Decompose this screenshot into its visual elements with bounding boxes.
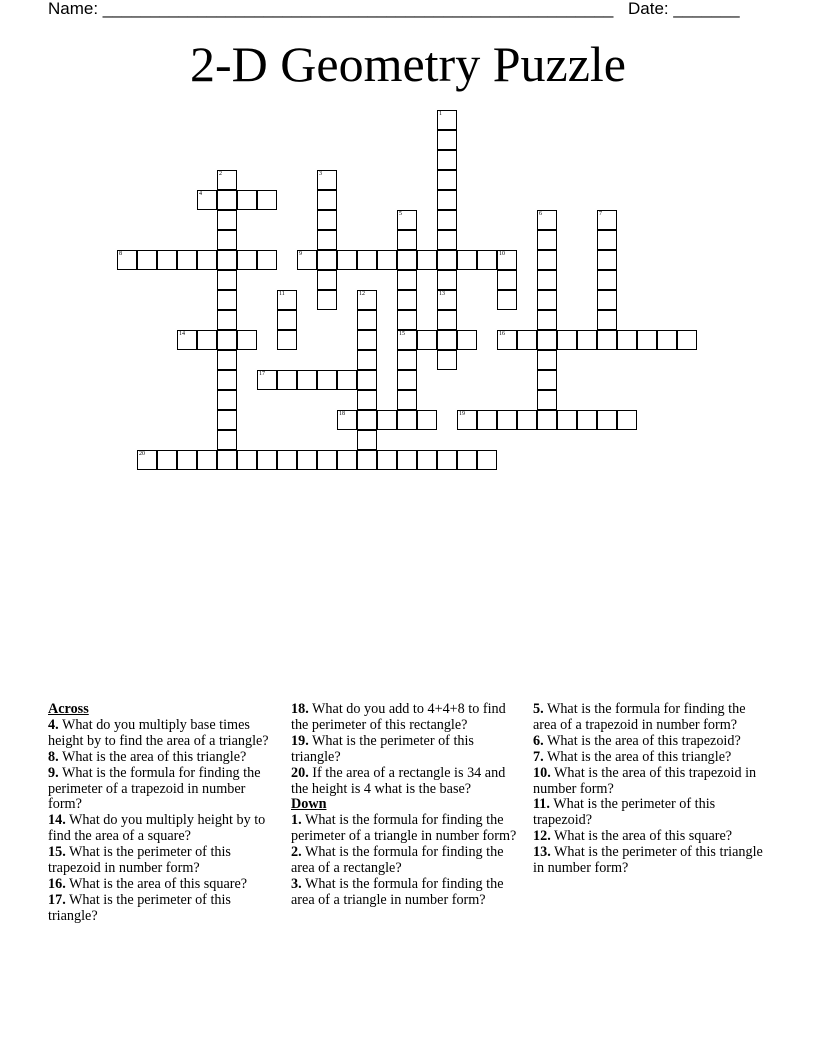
crossword-cell[interactable] xyxy=(397,210,417,230)
crossword-cell[interactable] xyxy=(317,190,337,210)
crossword-cell[interactable] xyxy=(277,370,297,390)
clue-across-14: 14. What do you multiply height by to find the area of a square? xyxy=(48,812,266,845)
cell-number: 4 xyxy=(199,191,202,197)
crossword-cell[interactable] xyxy=(217,250,237,270)
crossword-cell[interactable] xyxy=(417,330,437,350)
crossword-cell[interactable] xyxy=(217,430,237,450)
crossword-cell[interactable] xyxy=(497,250,517,270)
crossword-cell[interactable] xyxy=(237,450,257,470)
crossword-cell[interactable] xyxy=(397,410,417,430)
crossword-cell[interactable] xyxy=(337,410,357,430)
crossword-cell[interactable] xyxy=(437,250,457,270)
crossword-cell[interactable] xyxy=(317,170,337,190)
crossword-cell[interactable] xyxy=(457,450,477,470)
crossword-cell[interactable] xyxy=(517,410,537,430)
crossword-cell[interactable] xyxy=(357,370,377,390)
crossword-cell[interactable] xyxy=(217,170,237,190)
clue-across-18: 18. What do you add to 4+4+8 to find the perimeter of this rectangle? xyxy=(291,701,506,733)
clue-across-9: 9. What is the formula for finding the perimeter of a trapezoid in number form? xyxy=(48,764,261,813)
crossword-cell[interactable] xyxy=(477,250,497,270)
crossword-cell[interactable] xyxy=(537,410,557,430)
crossword-cell[interactable] xyxy=(157,450,177,470)
cell-number: 3 xyxy=(319,171,322,177)
crossword-cell[interactable] xyxy=(537,390,557,410)
crossword-cell[interactable] xyxy=(197,250,217,270)
clue-down-3: 3. What is the formula for finding the area of a triangle in number form? xyxy=(291,875,504,908)
crossword-cell[interactable] xyxy=(337,250,357,270)
crossword-cell[interactable] xyxy=(397,290,417,310)
across-heading: Across xyxy=(48,701,89,717)
crossword-cell[interactable] xyxy=(217,190,237,210)
clue-across-19: 19. What is the perimeter of this triangle? xyxy=(291,732,474,765)
crossword-cell[interactable] xyxy=(177,450,197,470)
cell-number: 13 xyxy=(439,291,445,297)
crossword-cell[interactable] xyxy=(537,350,557,370)
crossword-cell[interactable] xyxy=(417,410,437,430)
crossword-cell[interactable] xyxy=(437,150,457,170)
crossword-cell[interactable] xyxy=(437,270,457,290)
crossword-cell[interactable] xyxy=(357,310,377,330)
crossword-cell[interactable] xyxy=(317,290,337,310)
crossword-cell[interactable] xyxy=(537,330,557,350)
crossword-cell[interactable] xyxy=(197,190,217,210)
crossword-cell[interactable] xyxy=(537,270,557,290)
cell-number: 5 xyxy=(399,211,402,217)
crossword-cell[interactable] xyxy=(437,130,457,150)
crossword-cell[interactable] xyxy=(217,230,237,250)
clue-down-7: 7. What is the area of this triangle? xyxy=(533,748,732,765)
crossword-cell[interactable] xyxy=(277,310,297,330)
crossword-cell[interactable] xyxy=(477,410,497,430)
crossword-cell[interactable] xyxy=(217,410,237,430)
crossword-cell[interactable] xyxy=(597,210,617,230)
crossword-cell[interactable] xyxy=(217,310,237,330)
crossword-cell[interactable] xyxy=(597,290,617,310)
crossword-cell[interactable] xyxy=(397,250,417,270)
crossword-cell[interactable] xyxy=(437,450,457,470)
crossword-cell[interactable] xyxy=(317,210,337,230)
crossword-cell[interactable] xyxy=(257,250,277,270)
cell-number: 12 xyxy=(359,291,365,297)
crossword-cell[interactable] xyxy=(277,330,297,350)
crossword-cell[interactable] xyxy=(397,230,417,250)
crossword-cell[interactable] xyxy=(437,170,457,190)
clue-down-6: 6. What is the area of this trapezoid? xyxy=(533,732,741,749)
clue-down-13: 13. What is the perimeter of this triangle in number form? xyxy=(533,844,763,877)
crossword-cell[interactable] xyxy=(217,270,237,290)
crossword-cell[interactable] xyxy=(417,450,437,470)
clue-down-5: 5. What is the formula for finding the area of a trapezoid in number form? xyxy=(533,701,746,733)
crossword-cell[interactable] xyxy=(577,410,597,430)
crossword-cell[interactable] xyxy=(217,210,237,230)
crossword-cell[interactable] xyxy=(657,330,677,350)
crossword-cell[interactable] xyxy=(317,230,337,250)
crossword-cell[interactable] xyxy=(317,450,337,470)
clue-down-1: 1. What is the formula for finding the perimeter of a triangle in number form? xyxy=(291,812,517,845)
name-field-label: Name: ______________________________________________________ xyxy=(48,0,614,18)
crossword-cell[interactable] xyxy=(517,330,537,350)
crossword-cell[interactable] xyxy=(257,370,277,390)
crossword-cell[interactable] xyxy=(397,370,417,390)
crossword-cell[interactable] xyxy=(217,330,237,350)
crossword-cell[interactable] xyxy=(437,230,457,250)
crossword-cell[interactable] xyxy=(137,450,157,470)
crossword-cell[interactable] xyxy=(537,290,557,310)
cell-number: 10 xyxy=(499,251,505,257)
crossword-cell[interactable] xyxy=(257,450,277,470)
crossword-cell[interactable] xyxy=(397,310,417,330)
crossword-cell[interactable] xyxy=(357,330,377,350)
crossword-cell[interactable] xyxy=(157,250,177,270)
crossword-cell[interactable] xyxy=(597,410,617,430)
crossword-cell[interactable] xyxy=(237,250,257,270)
crossword-cell[interactable] xyxy=(317,370,337,390)
crossword-cell[interactable] xyxy=(377,450,397,470)
clue-down-2: 2. What is the formula for finding the area of a rectangle? xyxy=(291,844,504,877)
crossword-cell[interactable] xyxy=(497,410,517,430)
crossword-cell[interactable] xyxy=(397,390,417,410)
crossword-cell[interactable] xyxy=(297,250,317,270)
crossword-cell[interactable] xyxy=(277,290,297,310)
clue-down-11: 11. What is the perimeter of this trapezoid? xyxy=(533,796,716,829)
date-field-label: Date: _______ xyxy=(628,0,740,18)
clue-column-1 xyxy=(48,702,280,925)
crossword-cell[interactable] xyxy=(217,450,237,470)
crossword-cell[interactable] xyxy=(117,250,137,270)
crossword-cell[interactable] xyxy=(397,330,417,350)
crossword-cell[interactable] xyxy=(217,370,237,390)
crossword-cell[interactable] xyxy=(317,250,337,270)
crossword-cell[interactable] xyxy=(377,410,397,430)
crossword-cell[interactable] xyxy=(437,290,457,310)
crossword-cell[interactable] xyxy=(237,190,257,210)
crossword-cell[interactable] xyxy=(417,250,437,270)
crossword-cell[interactable] xyxy=(617,330,637,350)
clue-column-2 xyxy=(291,702,523,909)
cell-number: 17 xyxy=(259,371,265,377)
crossword-cell[interactable] xyxy=(317,270,337,290)
cell-number: 6 xyxy=(539,211,542,217)
crossword-cell[interactable] xyxy=(497,290,517,310)
crossword-cell[interactable] xyxy=(377,250,397,270)
crossword-cell[interactable] xyxy=(277,450,297,470)
page-title: 2-D Geometry Puzzle xyxy=(190,36,626,92)
crossword-cell[interactable] xyxy=(237,330,257,350)
crossword-cell[interactable] xyxy=(357,290,377,310)
crossword-cell[interactable] xyxy=(177,250,197,270)
crossword-cell[interactable] xyxy=(477,450,497,470)
cell-number: 19 xyxy=(459,411,465,417)
crossword-cell[interactable] xyxy=(457,410,477,430)
cell-number: 14 xyxy=(179,331,185,337)
clue-across-15: 15. What is the perimeter of this trapezoid in number form? xyxy=(48,844,231,877)
crossword-cell[interactable] xyxy=(357,410,377,430)
crossword-cell[interactable] xyxy=(297,370,317,390)
crossword-cell[interactable] xyxy=(497,330,517,350)
crossword-cell[interactable] xyxy=(597,270,617,290)
crossword-cell[interactable] xyxy=(197,450,217,470)
crossword-cell[interactable] xyxy=(397,270,417,290)
cell-number: 20 xyxy=(139,451,145,457)
down-heading: Down xyxy=(291,796,327,813)
clue-across-16: 16. What is the area of this square? xyxy=(48,875,248,892)
crossword-cell[interactable] xyxy=(357,450,377,470)
clue-across-4: 4. What do you multiply base times height by to find the area of a triangle? xyxy=(48,716,269,749)
crossword-cell[interactable] xyxy=(397,350,417,370)
crossword-cell[interactable] xyxy=(337,370,357,390)
clue-across-8: 8. What is the area of this triangle? xyxy=(48,748,247,765)
cell-number: 2 xyxy=(219,171,222,177)
crossword-cell[interactable] xyxy=(637,330,657,350)
crossword-cell[interactable] xyxy=(557,410,577,430)
crossword-cell[interactable] xyxy=(457,250,477,270)
crossword-cell[interactable] xyxy=(297,450,317,470)
crossword-cell[interactable] xyxy=(357,390,377,410)
crossword-cell[interactable] xyxy=(437,110,457,130)
crossword-cell[interactable] xyxy=(337,450,357,470)
crossword-cell[interactable] xyxy=(537,370,557,390)
crossword-cell[interactable] xyxy=(357,250,377,270)
cell-number: 9 xyxy=(299,251,302,257)
cell-number: 1 xyxy=(439,111,442,117)
crossword-cell[interactable] xyxy=(217,350,237,370)
cell-number: 7 xyxy=(599,211,602,217)
crossword-cell[interactable] xyxy=(577,330,597,350)
crossword-cell[interactable] xyxy=(557,330,577,350)
crossword-grid xyxy=(0,0,816,480)
clue-down-10: 10. What is the area of this trapezoid in number form? xyxy=(533,764,757,797)
crossword-cell[interactable] xyxy=(677,330,697,350)
clue-across-17: 17. What is the perimeter of this triangle? xyxy=(48,891,231,924)
crossword-cell[interactable] xyxy=(497,270,517,290)
cell-number: 16 xyxy=(499,331,505,337)
cell-number: 8 xyxy=(119,251,122,257)
crossword-cell[interactable] xyxy=(597,250,617,270)
crossword-cell[interactable] xyxy=(257,190,277,210)
crossword-cell[interactable] xyxy=(537,230,557,250)
crossword-cell[interactable] xyxy=(457,330,477,350)
crossword-cell[interactable] xyxy=(617,410,637,430)
crossword-cell[interactable] xyxy=(537,250,557,270)
crossword-cell[interactable] xyxy=(357,430,377,450)
crossword-cell[interactable] xyxy=(597,330,617,350)
clue-across-20: 20. If the area of a rectangle is 34 and the height is 4 what is the base? xyxy=(291,764,506,797)
crossword-cell[interactable] xyxy=(597,310,617,330)
crossword-cell[interactable] xyxy=(397,450,417,470)
crossword-cell[interactable] xyxy=(357,350,377,370)
crossword-cell[interactable] xyxy=(537,210,557,230)
crossword-cell[interactable] xyxy=(437,210,457,230)
crossword-cell[interactable] xyxy=(537,310,557,330)
crossword-cell[interactable] xyxy=(437,190,457,210)
cell-number: 11 xyxy=(279,291,285,297)
crossword-cell[interactable] xyxy=(137,250,157,270)
crossword-cell[interactable] xyxy=(437,310,457,330)
crossword-cell[interactable] xyxy=(597,230,617,250)
crossword-cell[interactable] xyxy=(197,330,217,350)
crossword-cell[interactable] xyxy=(217,390,237,410)
clue-down-12: 12. What is the area of this square? xyxy=(533,828,733,845)
crossword-cell[interactable] xyxy=(437,350,457,370)
crossword-cell[interactable] xyxy=(437,330,457,350)
cell-number: 18 xyxy=(339,411,345,417)
crossword-cell[interactable] xyxy=(177,330,197,350)
clue-column-3 xyxy=(533,702,765,877)
cell-number: 15 xyxy=(399,331,405,337)
crossword-cell[interactable] xyxy=(217,290,237,310)
